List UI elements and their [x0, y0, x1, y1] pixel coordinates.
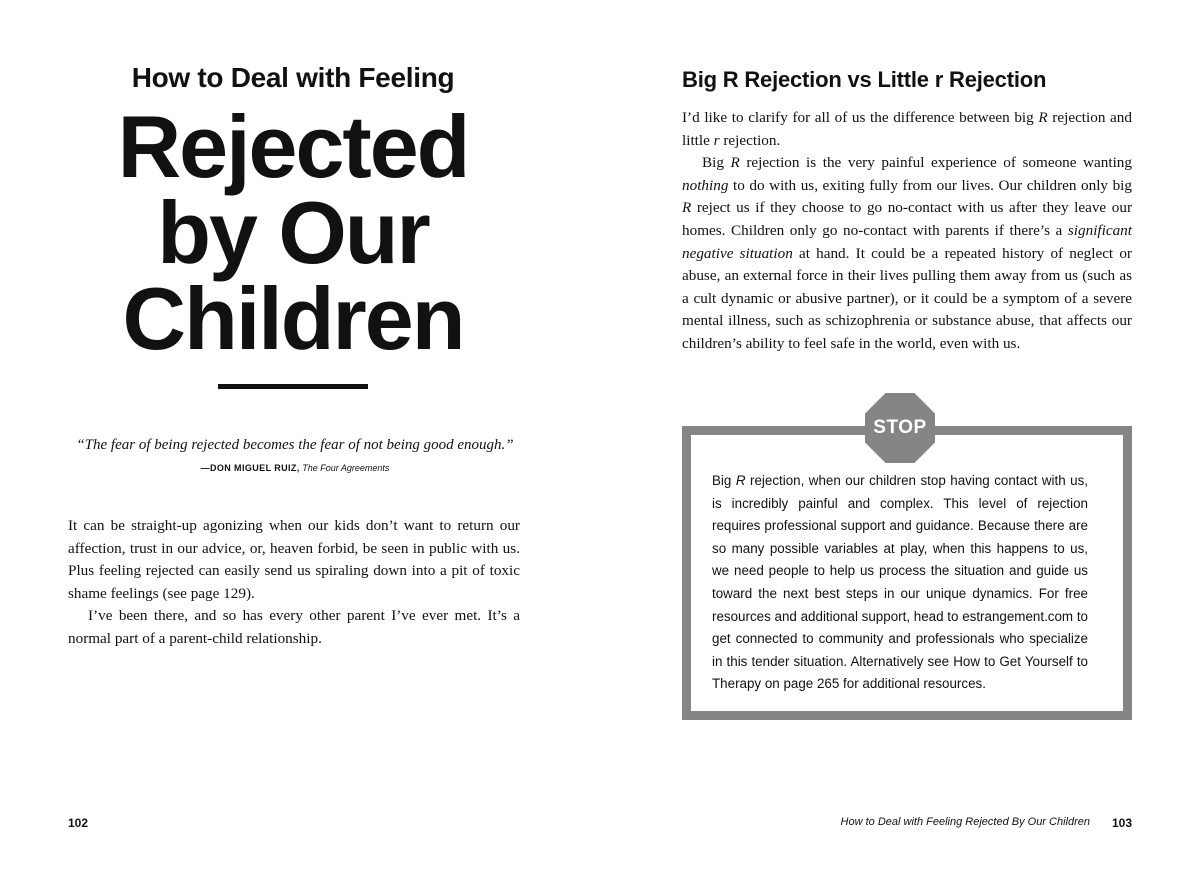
body-paragraph: I’d like to clarify for all of us the difference between big R rejection and little r rejection. [682, 109, 1132, 149]
body-paragraph: Big R rejection is the very painful experience of someone wanting nothing to do with us, exiting fully from our lives. Our children only big R reject us if they choose to go no-contact with us after they leave our homes. Children only go no-contact with parents if there’s a significant negative situation at hand. It could be a repeated history of neglect or abuse, an external force in their lives pulling them away from us (such as a cult dynamic or abusive partner), or it could be a symptom of a severe mental illness, such as schizophrenia or substance abuse, that affects our children’s ability to feel safe in the world, even with us. [682, 154, 1132, 352]
epigraph-attribution [40, 463, 550, 473]
section-heading: Big R Rejection vs Little r Rejection [682, 67, 1047, 92]
body-paragraph: It can be straight-up agonizing when our kids don’t want to return our affection, trust in our advice, or, heaven forbid, be seen in public with us. Plus feeling rejected can easily send us spiraling down into a pit of toxic shame feelings (see page 129). [68, 517, 520, 602]
stop-callout-text: Big R rejection, when our children stop having contact with us, is incredibly painful and complex. This level of rejection requires professional support and guidance. Because there are so many possible variables at play, when this happens to us, we need people to help us process the situation and guide us toward the next best steps in our unique dynamics. For free resources and additional support, head to estrangement.com to get connected to community and professionals who specialize in this tender situation. Alternatively see How to Get Yourself to Therapy on page 265 for additional resources. [712, 473, 1089, 692]
running-head: How to Deal with Feeling Rejected By Our Children [840, 816, 1090, 828]
page-number: 102 [68, 816, 89, 830]
chapter-title-line: by Our [157, 183, 429, 282]
left-body-text [68, 515, 520, 651]
epigraph-quote: “The fear of being rejected becomes the fear of not being good enough.” [76, 437, 514, 453]
stop-sign-label: STOP [873, 417, 927, 438]
attribution-author: —DON MIGUEL RUIZ, [200, 463, 300, 473]
right-page [600, 0, 1200, 873]
body-paragraph: I’ve been there, and so has every other parent I’ve ever met. It’s a normal part of a parent-child relationship. [68, 607, 520, 647]
chapter-title-line: Children [122, 269, 464, 368]
page-number: 103 [1112, 816, 1133, 830]
chapter-subtitle: How to Deal with Feeling [131, 62, 455, 93]
attribution-book: The Four Agreements [302, 463, 390, 473]
title-rule [218, 384, 368, 389]
right-body-text [682, 107, 1132, 356]
chapter-title [0, 97, 586, 368]
chapter-title-line: Rejected [117, 97, 469, 196]
